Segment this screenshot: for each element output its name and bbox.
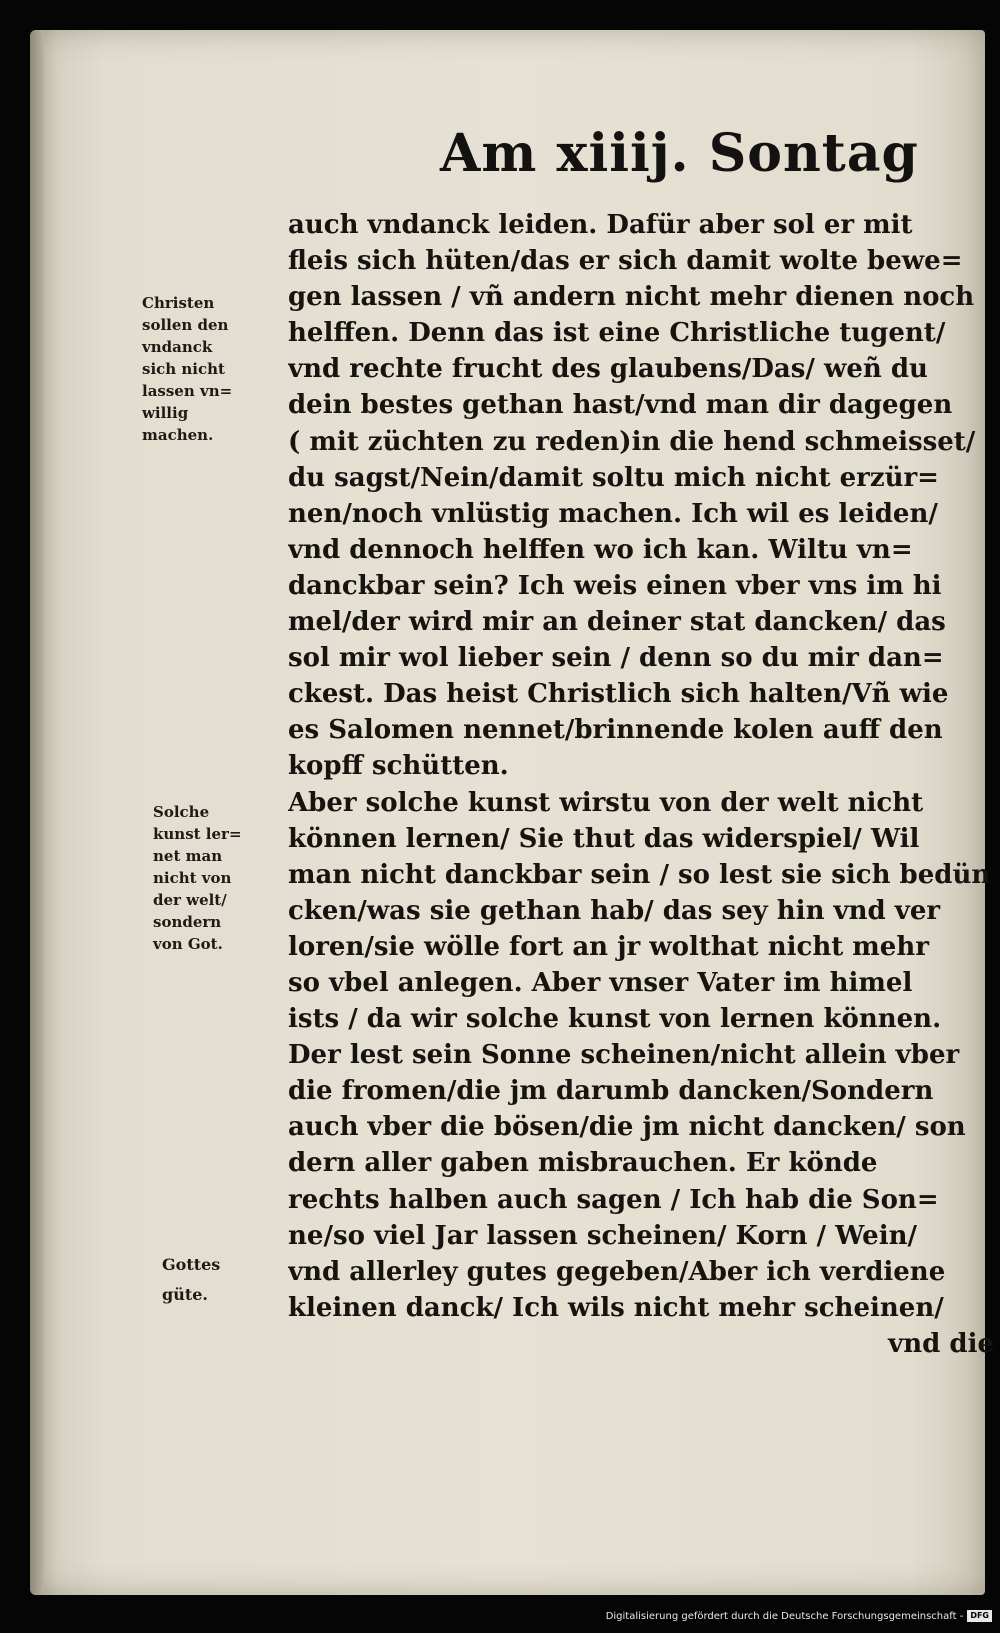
text-line: auch vber die bösen/die jm nicht dancken/ son	[288, 1112, 966, 1143]
marginal-note	[142, 292, 232, 446]
text-line: man nicht danckbar sein / so lest sie sich bedün	[288, 859, 991, 890]
text-line: du sagst/Nein/damit soltu mich nicht erzür=	[288, 462, 939, 493]
text-line: dern aller gaben misbrauchen. Er könde	[288, 1148, 878, 1179]
text-line: vnd allerley gutes gegeben/Aber ich verdiene	[288, 1256, 946, 1287]
text-line: so vbel anlegen. Aber vnser Vater im himel	[288, 967, 913, 998]
marginal-note	[162, 1250, 220, 1310]
text-line: dein bestes gethan hast/vnd man dir dagegen	[288, 390, 953, 421]
text-line: vnd dennoch helffen wo ich kan. Wiltu vn=	[288, 534, 913, 565]
text-line: mel/der wird mir an deiner stat dancken/ das	[288, 607, 946, 638]
marginal-note-line: lassen vn=	[142, 382, 233, 400]
marginal-note-line: kunst ler=	[153, 825, 242, 843]
dfg-logo: DFG	[967, 1610, 992, 1622]
marginal-note-line: der welt/	[153, 891, 227, 909]
credit-text: Digitalisierung gefördert durch die Deutsche Forschungsgemeinschaft -	[605, 1610, 964, 1622]
text-line: können lernen/ Sie thut das widerspiel/ Wil	[288, 823, 920, 854]
marginal-note-line: von Got.	[153, 935, 223, 953]
text-line: ( mit züchten zu reden)in die hend schmeisset/	[288, 426, 976, 457]
text-line: Der lest sein Sonne scheinen/nicht allein vber	[288, 1040, 960, 1071]
text-line: auch vndanck leiden. Dafür aber sol er mit	[288, 210, 913, 240]
running-head: Am xiiij. Sontag	[440, 123, 919, 184]
text-line: Aber solche kunst wirstu von der welt nicht	[288, 787, 924, 818]
text-line: die fromen/die jm darumb dancken/Sondern	[288, 1076, 934, 1107]
marginal-note-line: Solche	[153, 803, 210, 821]
body-text	[288, 207, 1000, 1362]
text-line: ists / da wir solche kunst von lernen können.	[288, 1004, 942, 1035]
marginal-note-line: Gottes	[162, 1255, 221, 1274]
text-line: kleinen danck/ Ich wils nicht mehr scheinen/	[288, 1292, 944, 1323]
text-line: cken/was sie gethan hab/ das sey hin vnd ver	[288, 895, 941, 926]
marginal-note-line: sollen den	[142, 316, 229, 334]
text-line: gen lassen / vñ andern nicht mehr dienen noch	[288, 282, 975, 313]
marginal-note-line: willig	[142, 404, 189, 422]
marginal-note-line: sondern	[153, 913, 222, 931]
text-line: ne/so viel Jar lassen scheinen/ Korn / Wein/	[288, 1220, 917, 1251]
marginal-note	[153, 801, 242, 955]
digitization-credit	[606, 1610, 992, 1622]
catchword: vnd die	[888, 1328, 994, 1359]
text-line: sol mir wol lieber sein / denn so du mir dan=	[288, 643, 944, 674]
marginal-note-line: sich nicht	[142, 360, 225, 378]
marginal-note-line: vndanck	[142, 338, 213, 356]
text-line: nen/noch vnlüstig machen. Ich wil es leiden/	[288, 498, 938, 529]
text-line: vnd rechte frucht des glaubens/Das/ weñ du	[288, 354, 928, 385]
text-line: loren/sie wölle fort an jr wolthat nicht mehr	[288, 931, 929, 962]
marginal-note-line: net man	[153, 847, 223, 865]
marginal-note-line: machen.	[142, 426, 214, 444]
text-line: kopff schütten.	[288, 751, 509, 782]
text-line: rechts halben auch sagen / Ich hab die Son=	[288, 1184, 939, 1215]
marginal-note-line: nicht von	[153, 869, 232, 887]
text-line: helffen. Denn das ist eine Christliche tugent/	[288, 318, 946, 349]
text-line: ckest. Das heist Christlich sich halten/Vñ wie	[288, 679, 949, 710]
text-line: es Salomen nennet/brinnende kolen auff den	[288, 715, 943, 746]
marginal-note-line: Christen	[142, 294, 215, 312]
text-line: fleis sich hüten/das er sich damit wolte bewe=	[288, 246, 963, 277]
book-page	[30, 30, 994, 1595]
text-line: danckbar sein? Ich weis einen vber vns im hi	[288, 570, 942, 601]
marginal-note-line: güte.	[162, 1285, 208, 1304]
